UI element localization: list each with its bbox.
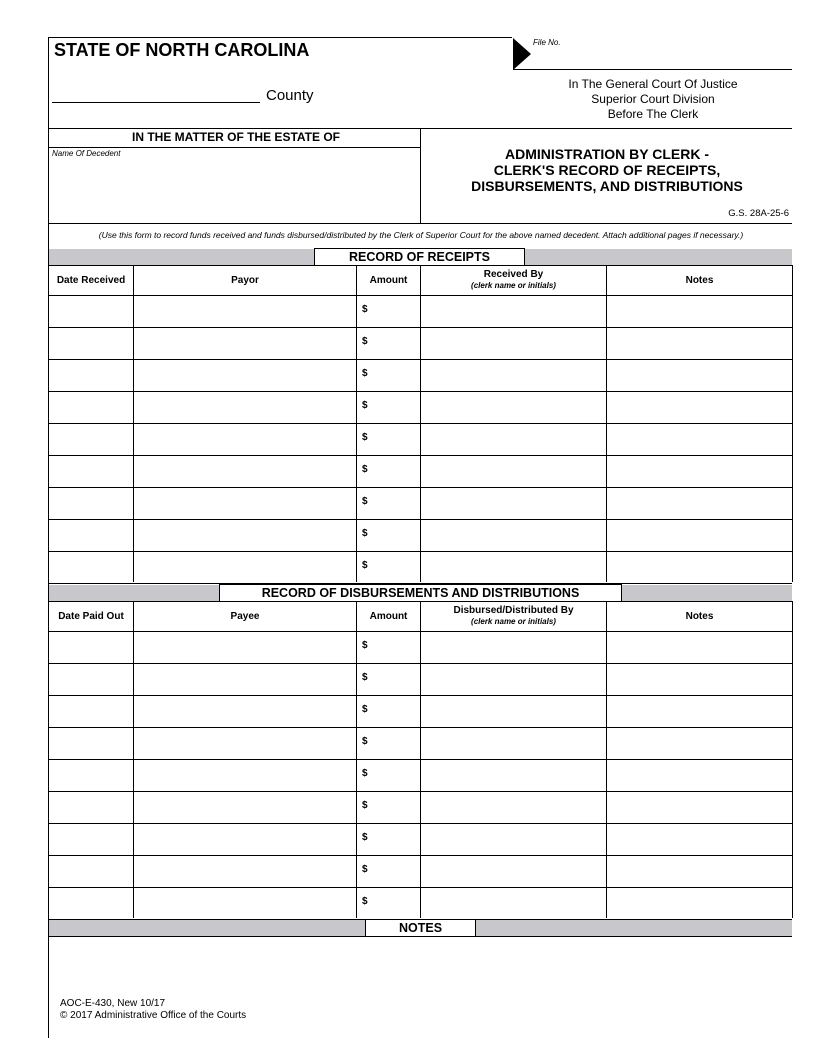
receipts-right-border bbox=[792, 265, 793, 582]
form-title bbox=[422, 146, 792, 194]
disbursements-col-amount: Amount bbox=[369, 611, 408, 622]
instructions: (Use this form to record funds received and funds disbursed/distributed by the Clerk of Superior Court for the above named decedent. Attach additional pages if necessary.) bbox=[98, 230, 744, 240]
footer bbox=[60, 998, 246, 1022]
receipts-table-row[interactable] bbox=[49, 488, 792, 519]
receipts-col-amount: Amount bbox=[369, 275, 408, 286]
disbursements-table-row[interactable] bbox=[49, 824, 792, 855]
form-title-line-3: DISBURSEMENTS, AND DISTRIBUTIONS bbox=[471, 178, 743, 194]
receipts-amount-dollar-sign: $ bbox=[362, 496, 368, 507]
receipts-table-row[interactable] bbox=[49, 424, 792, 455]
receipts-col-payor: Payor bbox=[231, 275, 259, 286]
disbursements-amount-dollar-sign: $ bbox=[362, 768, 368, 779]
receipts-col-date: Date Received bbox=[56, 275, 126, 286]
disbursements-table-row[interactable] bbox=[49, 760, 792, 791]
decedent-name-field[interactable] bbox=[50, 158, 418, 220]
disbursements-col-date: Date Paid Out bbox=[58, 611, 124, 622]
disbursements-table-row[interactable] bbox=[49, 696, 792, 727]
disbursements-amount-dollar-sign: $ bbox=[362, 736, 368, 747]
disbursements-table-row[interactable] bbox=[49, 856, 792, 887]
disbursements-amount-dollar-sign: $ bbox=[362, 864, 368, 875]
disbursements-col-payee: Payee bbox=[230, 611, 260, 622]
top-border bbox=[48, 37, 512, 38]
form-id: AOC-E-430, New 10/17 bbox=[60, 998, 166, 1009]
receipts-amount-dollar-sign: $ bbox=[362, 528, 368, 539]
title-bottom-border bbox=[48, 223, 792, 224]
receipts-table-row[interactable] bbox=[49, 360, 792, 391]
receipts-table-row[interactable] bbox=[49, 296, 792, 327]
receipts-amount-dollar-sign: $ bbox=[362, 400, 368, 411]
disbursements-table-row[interactable] bbox=[49, 888, 792, 919]
county-input-line[interactable] bbox=[52, 102, 260, 103]
receipts-amount-dollar-sign: $ bbox=[362, 464, 368, 475]
disbursements-amount-dollar-sign: $ bbox=[362, 832, 368, 843]
statute-reference: G.S. 28A-25-6 bbox=[728, 208, 789, 219]
disbursements-col-notes: Notes bbox=[685, 611, 714, 622]
disbursements-table-row[interactable] bbox=[49, 728, 792, 759]
disbursements-table-row[interactable] bbox=[49, 664, 792, 695]
receipts-amount-dollar-sign: $ bbox=[362, 560, 368, 571]
disbursements-col-distributed-by: Disbursed/Distributed By bbox=[453, 605, 574, 616]
disbursements-table-row[interactable] bbox=[49, 632, 792, 663]
copyright: © 2017 Administrative Office of the Courts bbox=[60, 1010, 247, 1021]
disbursements-amount-dollar-sign: $ bbox=[362, 896, 368, 907]
form-title-line-1: ADMINISTRATION BY CLERK - bbox=[504, 146, 710, 162]
court-info bbox=[520, 77, 786, 122]
notes-field[interactable] bbox=[50, 938, 790, 993]
file-no-arrow-icon bbox=[513, 38, 531, 70]
disbursements-amount-dollar-sign: $ bbox=[362, 672, 368, 683]
disbursements-amount-dollar-sign: $ bbox=[362, 640, 368, 651]
receipts-table-row[interactable] bbox=[49, 520, 792, 551]
receipts-amount-dollar-sign: $ bbox=[362, 336, 368, 347]
receipts-col-received-by: Received By bbox=[483, 269, 544, 280]
disbursements-amount-dollar-sign: $ bbox=[362, 704, 368, 715]
file-no-input-line[interactable] bbox=[513, 69, 792, 70]
notes-band-bottom bbox=[48, 936, 792, 937]
receipts-col-notes: Notes bbox=[685, 275, 714, 286]
receipts-table-row[interactable] bbox=[49, 392, 792, 423]
receipts-table-row[interactable] bbox=[49, 328, 792, 359]
receipts-table-row[interactable] bbox=[49, 456, 792, 487]
file-no-label: File No. bbox=[533, 38, 561, 47]
receipts-amount-dollar-sign: $ bbox=[362, 368, 368, 379]
county-label: County bbox=[266, 87, 314, 104]
disbursements-table-row[interactable] bbox=[49, 792, 792, 823]
court-line-3: Before The Clerk bbox=[607, 107, 699, 121]
matter-title-divider bbox=[420, 128, 421, 223]
form-title-line-2: CLERK'S RECORD OF RECEIPTS, bbox=[493, 162, 721, 178]
disbursements-col-distributed-by-sub: (clerk name or initials) bbox=[471, 617, 556, 626]
notes-heading: NOTES bbox=[365, 919, 476, 936]
decedent-label: Name Of Decedent bbox=[52, 149, 121, 158]
disbursements-heading: RECORD OF DISBURSEMENTS AND DISTRIBUTIONS bbox=[219, 584, 622, 601]
matter-heading-underline bbox=[48, 147, 420, 148]
receipts-col-received-by-sub: (clerk name or initials) bbox=[471, 281, 556, 290]
receipts-amount-dollar-sign: $ bbox=[362, 304, 368, 315]
court-line-1: In The General Court Of Justice bbox=[568, 77, 738, 91]
disbursements-right-border bbox=[792, 601, 793, 918]
matter-heading: IN THE MATTER OF THE ESTATE OF bbox=[132, 130, 340, 144]
disbursements-amount-dollar-sign: $ bbox=[362, 800, 368, 811]
state-heading: STATE OF NORTH CAROLINA bbox=[54, 40, 310, 60]
court-line-2: Superior Court Division bbox=[591, 92, 715, 106]
receipts-table-row[interactable] bbox=[49, 552, 792, 583]
receipts-amount-dollar-sign: $ bbox=[362, 432, 368, 443]
receipts-heading: RECORD OF RECEIPTS bbox=[314, 248, 525, 265]
